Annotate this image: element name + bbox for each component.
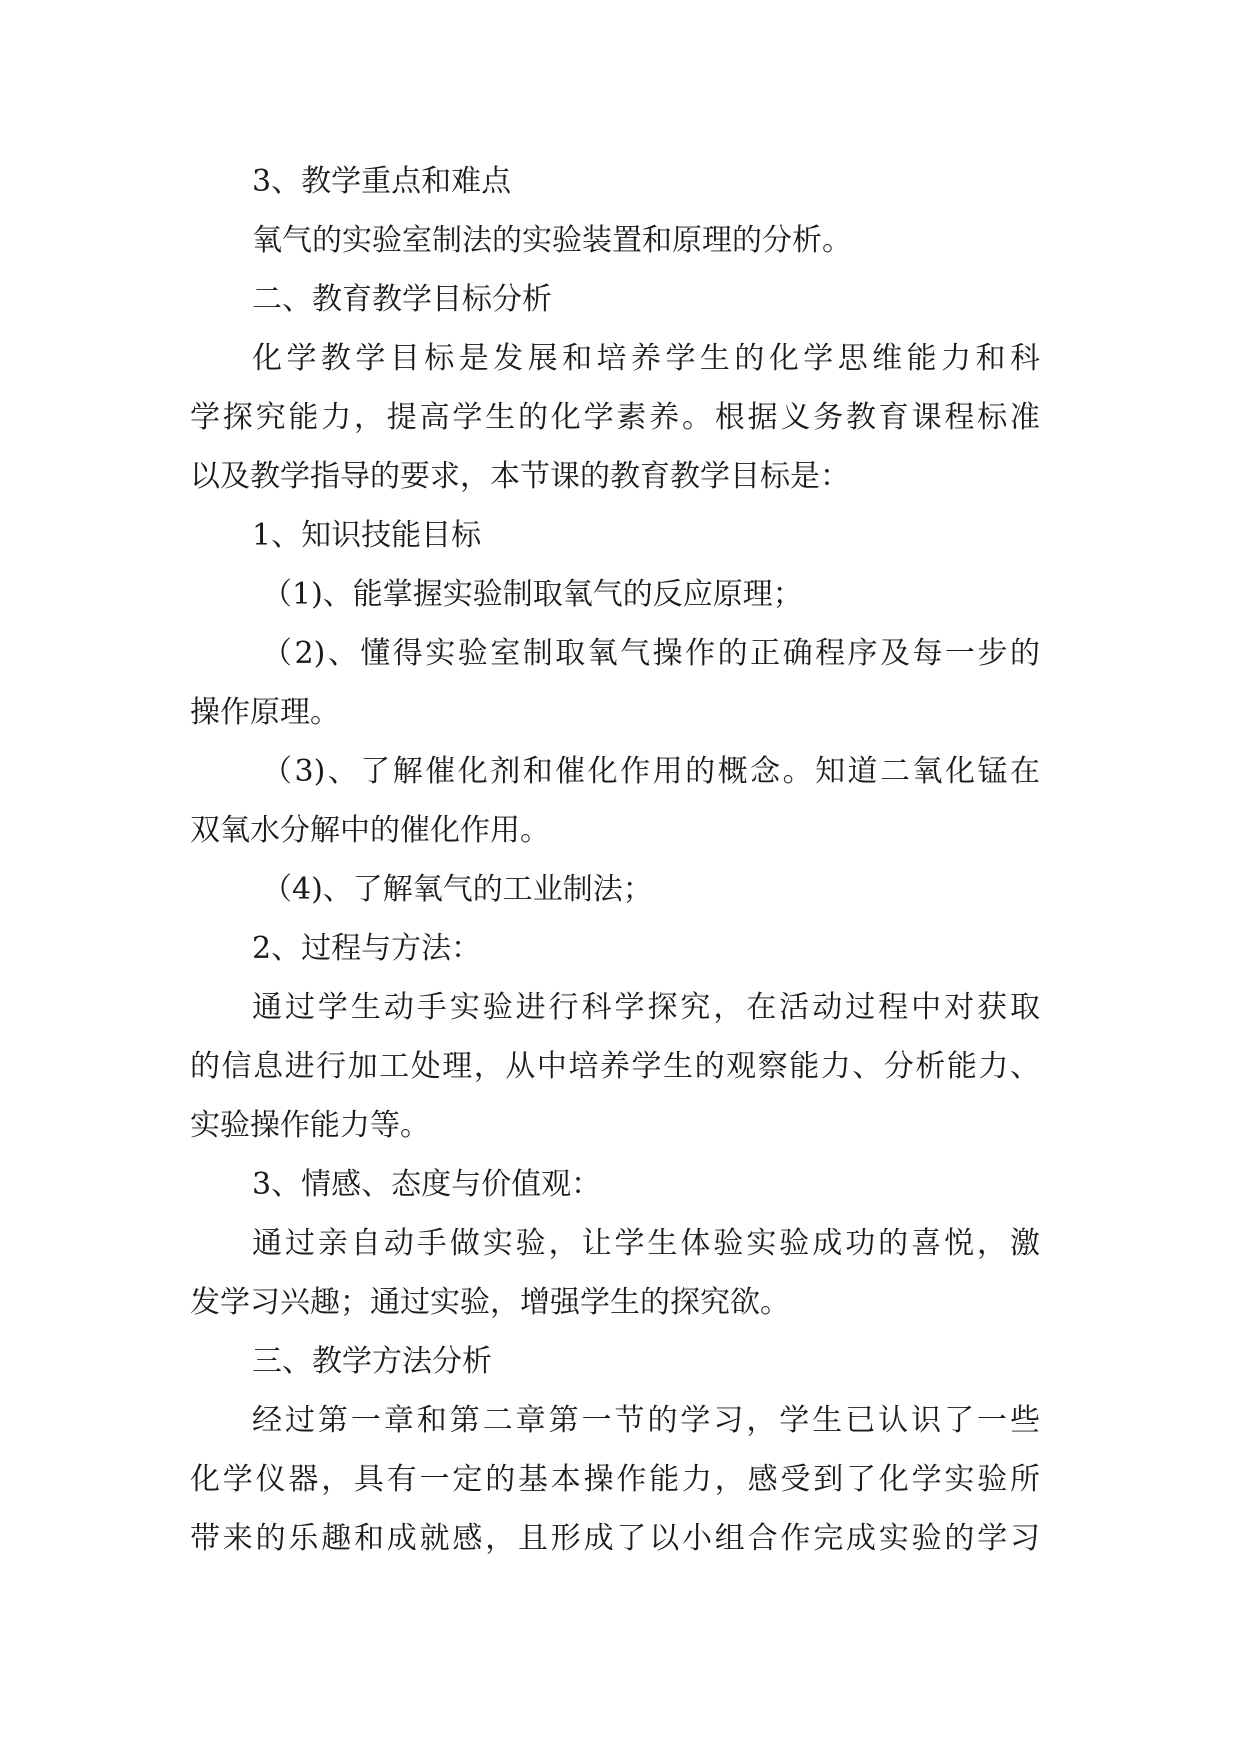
paragraph-line: 以及教学指导的要求，本节课的教育教学目标是： <box>190 459 850 494</box>
subheading-emotion-values: 3、情感、态度与价值观： <box>252 1167 602 1202</box>
list-item-continuation: 操作原理。 <box>190 695 340 730</box>
list-item: （4)、了解氧气的工业制法； <box>262 872 653 907</box>
paragraph-line: 发学习兴趣；通过实验，增强学生的探究欲。 <box>190 1285 790 1320</box>
list-item-continuation: 双氧水分解中的催化作用。 <box>190 813 550 848</box>
paragraph-line: 氧气的实验室制法的实验装置和原理的分析。 <box>252 223 852 258</box>
section-heading-teaching-methods: 三、教学方法分析 <box>252 1344 492 1379</box>
list-item: （1)、能掌握实验制取氧气的反应原理； <box>262 577 803 612</box>
paragraph-line: 实验操作能力等。 <box>190 1108 430 1143</box>
paragraph-line: 经过第一章和第二章第一节的学习，学生已认识了一些 <box>252 1403 1040 1438</box>
paragraph-line: 化学仪器，具有一定的基本操作能力，感受到了化学实验所 <box>190 1462 1040 1497</box>
subheading-process-methods: 2、过程与方法： <box>252 931 482 966</box>
paragraph-line: 带来的乐趣和成就感，且形成了以小组合作完成实验的学习 <box>190 1521 1040 1556</box>
paragraph-line: 通过亲自动手做实验，让学生体验实验成功的喜悦，激 <box>252 1226 1040 1261</box>
subheading-knowledge-skills: 1、知识技能目标 <box>252 518 482 553</box>
list-item: （2)、懂得实验室制取氧气操作的正确程序及每一步的 <box>262 636 1040 671</box>
list-item: （3)、了解催化剂和催化作用的概念。知道二氧化锰在 <box>262 754 1040 789</box>
paragraph-line: 通过学生动手实验进行科学探究，在活动过程中对获取 <box>252 990 1040 1025</box>
section-heading-key-points: 3、教学重点和难点 <box>252 164 512 199</box>
paragraph-line: 的信息进行加工处理，从中培养学生的观察能力、分析能力、 <box>190 1049 1040 1084</box>
paragraph-line: 化学教学目标是发展和培养学生的化学思维能力和科 <box>252 341 1040 376</box>
section-heading-teaching-goals: 二、教育教学目标分析 <box>252 282 552 317</box>
paragraph-line: 学探究能力，提高学生的化学素养。根据义务教育课程标准 <box>190 400 1040 435</box>
